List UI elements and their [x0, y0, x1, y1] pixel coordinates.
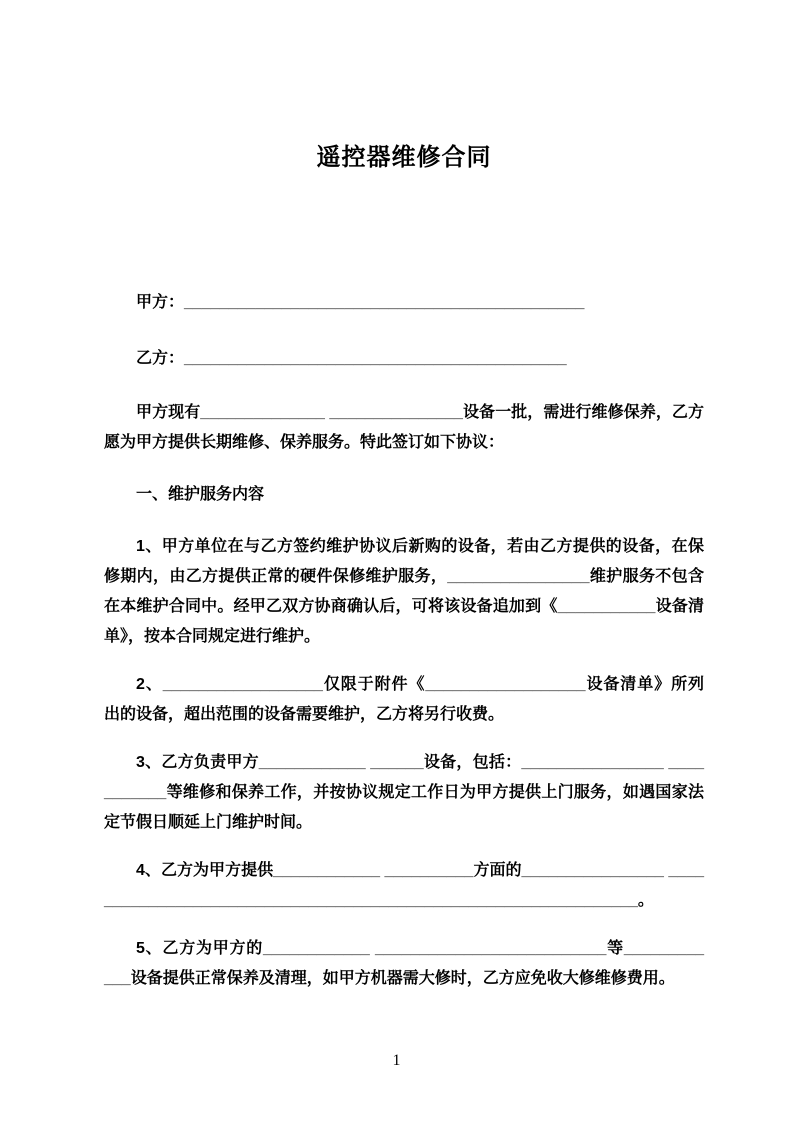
- page-number: 1: [392, 1052, 401, 1069]
- clause-4: 4、乙方为甲方提供____________ __________方面的________________ ________________________________________________________________。: [104, 862, 704, 909]
- party-b-row: [104, 344, 704, 374]
- section-heading: 一、维护服务内容: [136, 486, 265, 503]
- party-b-label: 乙方：: [136, 350, 185, 367]
- party-a-blank: _____________________________________________: [184, 294, 585, 311]
- clause-5: 5、乙方为甲方的____________ __________________________等____________设备提供正常保养及清理，如甲方机器需大修时，乙方应免收大修维修费用。: [104, 940, 704, 987]
- party-a-row: [104, 288, 704, 318]
- party-b-blank: ___________________________________________: [184, 350, 567, 367]
- clause-2: 2、__________________仅限于附件《__________________设备清单》所列出的设备，超出范围的设备需要维护，乙方将另行收费。: [104, 676, 704, 723]
- clause-1: 1、甲方单位在与乙方签约维护协议后新购的设备，若由乙方提供的设备，在保修期内，由乙方提供正常的硬件保修维护服务，________________维护服务不包含在本维护合同中。经甲乙双方协商确认后，可将该设备追加到《___________设备清单》，按本合同规定进行维护。: [104, 538, 704, 645]
- document-title: 遥控器维修合同: [316, 144, 492, 171]
- document-body: [104, 0, 704, 994]
- clause-3: 3、乙方负责甲方____________ ______设备，包括：________________ ___________等维修和保养工作，并按协议规定工作日为甲方提供上门服务，如遇国家法定节假日顺延上门维护时间。: [104, 754, 704, 831]
- intro-paragraph: 甲方现有______________ _______________设备一批，需进行维修保养，乙方愿为甲方提供长期维修、保养服务。特此签订如下协议：: [104, 404, 704, 451]
- party-a-label: 甲方：: [136, 294, 185, 311]
